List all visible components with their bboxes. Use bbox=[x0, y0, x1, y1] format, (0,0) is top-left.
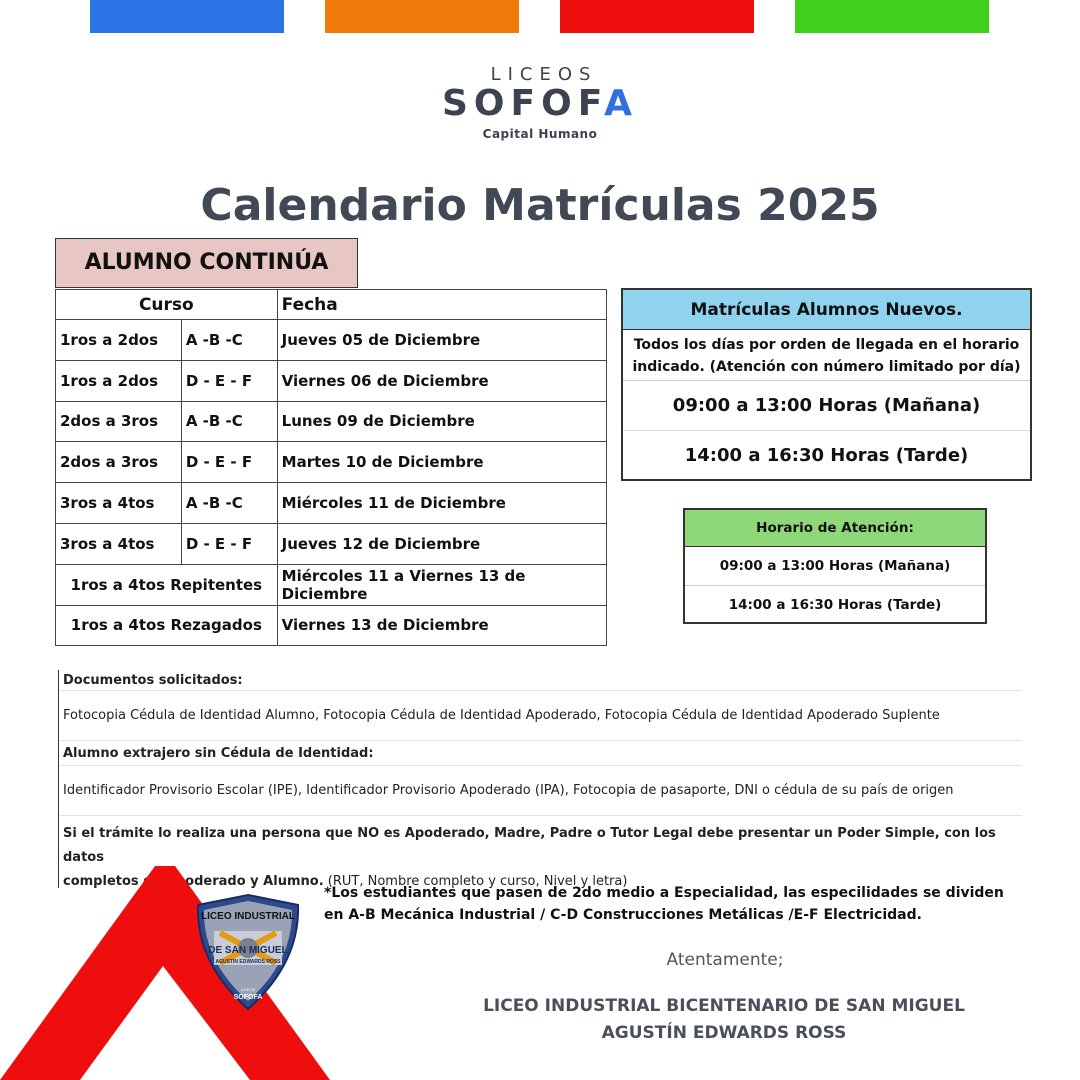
documents-heading: Documentos solicitados: bbox=[59, 670, 1022, 691]
cell-curso: 2dos a 3ros bbox=[56, 442, 182, 483]
signature bbox=[420, 993, 1028, 1047]
horario-afternoon: 14:00 a 16:30 Horas (Tarde) bbox=[685, 585, 985, 623]
foreign-list: Identificador Provisorio Escolar (IPE), Identificador Provisorio Apoderado (IPA), Fotocopia de pasaporte, DNI o cédula de su país de origen bbox=[59, 766, 1022, 816]
cell-curso: 1ros a 4tos Repitentes bbox=[56, 564, 278, 605]
cell-curso: 2dos a 3ros bbox=[56, 401, 182, 442]
table-row bbox=[56, 442, 607, 483]
nuevos-box bbox=[621, 288, 1032, 481]
horario-morning: 09:00 a 13:00 Horas (Mañana) bbox=[719, 558, 951, 574]
stripe-orange bbox=[325, 0, 519, 33]
logo-sofofa-text bbox=[0, 85, 1080, 123]
cell-curso: 1ros a 2dos bbox=[56, 320, 182, 361]
cell-fecha: Miércoles 11 a Viernes 13 de Diciembre bbox=[277, 564, 606, 605]
note-line-1: *Los estudiantes que pasen de 2do medio a Especialidad, las especilidades se dividen bbox=[324, 885, 1004, 901]
cell-fecha: Miércoles 11 de Diciembre bbox=[277, 483, 606, 524]
cell-letras: D - E - F bbox=[181, 523, 277, 564]
cell-letras: A -B -C bbox=[181, 401, 277, 442]
nuevos-morning: 09:00 a 13:00 Horas (Mañana) bbox=[672, 395, 981, 416]
badge-footer-small: LICEOS bbox=[240, 987, 256, 992]
table-row bbox=[56, 523, 607, 564]
signature-line-1: LICEO INDUSTRIAL BICENTENARIO DE SAN MIGUEL bbox=[483, 996, 965, 1016]
cell-fecha: Lunes 09 de Diciembre bbox=[277, 401, 606, 442]
table-header-row bbox=[56, 290, 607, 320]
cell-fecha: Viernes 06 de Diciembre bbox=[277, 360, 606, 401]
school-badge-icon bbox=[194, 893, 302, 1011]
logo-liceos-text: LICEOS bbox=[490, 64, 598, 85]
cell-fecha: Jueves 05 de Diciembre bbox=[277, 320, 606, 361]
stripe-green bbox=[795, 0, 989, 33]
table-row bbox=[56, 605, 607, 646]
proxy-line-1: Si el trámite lo realiza una persona que NO es Apoderado, Madre, Padre o Tutor Legal debe presentar un Poder Simple, con los datos bbox=[63, 826, 996, 865]
documents-section bbox=[58, 670, 1022, 888]
stripe-red bbox=[560, 0, 754, 33]
header-fecha: Fecha bbox=[277, 290, 606, 320]
nuevos-afternoon: 14:00 a 16:30 Horas (Tarde) bbox=[623, 430, 1030, 479]
documents-list: Fotocopia Cédula de Identidad Alumno, Fotocopia Cédula de Identidad Apoderado, Fotocopia Cédula de Identidad Apoderado Suplente bbox=[59, 691, 1022, 741]
horario-title: Horario de Atención: bbox=[685, 510, 985, 547]
cell-letras: D - E - F bbox=[181, 442, 277, 483]
badge-footer-brand: SOFOFA bbox=[233, 994, 263, 1001]
proxy-bold-2: completos de Apoderado y Alumno. bbox=[63, 874, 324, 889]
page-title: Calendario Matrículas 2025 bbox=[200, 180, 880, 231]
badge-bottom-text: AGUSTIN EDWARDS ROSS bbox=[215, 959, 281, 965]
cell-curso: 1ros a 2dos bbox=[56, 360, 182, 401]
table-row bbox=[56, 401, 607, 442]
header-curso: Curso bbox=[56, 290, 278, 320]
cell-curso: 1ros a 4tos Rezagados bbox=[56, 605, 278, 646]
badge-middle-text: DE SAN MIGUEL bbox=[208, 945, 288, 956]
nuevos-desc-line-2: indicado. (Atención con número limitado por día) bbox=[632, 359, 1021, 375]
cell-letras: A -B -C bbox=[181, 483, 277, 524]
nuevos-title: Matrículas Alumnos Nuevos. bbox=[623, 290, 1030, 330]
note-line-2: en A-B Mecánica Industrial / C-D Construcciones Metálicas /E-F Electricidad. bbox=[324, 907, 922, 923]
specialty-note bbox=[324, 882, 1034, 926]
cell-fecha: Viernes 13 de Diciembre bbox=[277, 605, 606, 646]
badge-top-text: LICEO INDUSTRIAL bbox=[201, 911, 295, 922]
proxy-plain: (RUT, Nombre completo y curso, Nivel y letra) bbox=[323, 874, 628, 889]
logo-sofofa-main: SOFOF bbox=[441, 83, 605, 124]
table-row bbox=[56, 564, 607, 605]
foreign-heading: Alumno extrajero sin Cédula de Identidad: bbox=[59, 741, 1022, 766]
stripe-blue bbox=[90, 0, 284, 33]
logo-sofofa-last: A bbox=[604, 83, 639, 124]
alumno-continua-label: ALUMNO CONTINÚA bbox=[55, 238, 358, 288]
signature-line-2: AGUSTÍN EDWARDS ROSS bbox=[601, 1023, 847, 1043]
cell-fecha: Martes 10 de Diciembre bbox=[277, 442, 606, 483]
cell-letras: D - E - F bbox=[181, 360, 277, 401]
nuevos-description bbox=[623, 330, 1030, 381]
cell-letras: A -B -C bbox=[181, 320, 277, 361]
table-row bbox=[56, 360, 607, 401]
table-row bbox=[56, 483, 607, 524]
cell-curso: 3ros a 4tos bbox=[56, 523, 182, 564]
cell-fecha: Jueves 12 de Diciembre bbox=[277, 523, 606, 564]
horario-box bbox=[683, 508, 987, 624]
course-schedule-table bbox=[55, 289, 607, 646]
closing-text: Atentamente; bbox=[666, 950, 784, 970]
sofofa-logo bbox=[0, 64, 1080, 141]
nuevos-desc-line-1: Todos los días por orden de llegada en el horario bbox=[633, 337, 1020, 353]
logo-subtitle: Capital Humano bbox=[482, 127, 598, 141]
table-row bbox=[56, 320, 607, 361]
cell-curso: 3ros a 4tos bbox=[56, 483, 182, 524]
